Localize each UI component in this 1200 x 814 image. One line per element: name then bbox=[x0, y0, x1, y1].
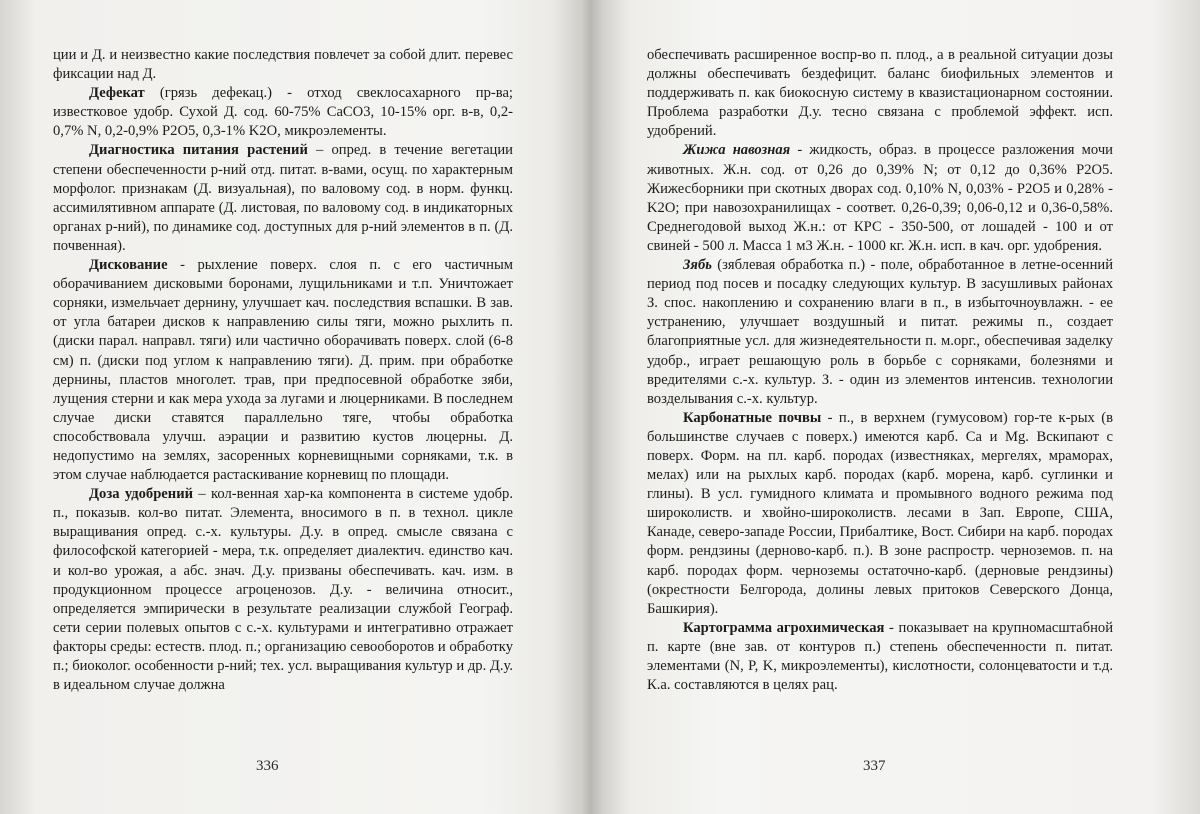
entry-term: Зябь bbox=[683, 257, 712, 274]
paragraph: обеспечивать расширенное воспр-во п. плод., а в реальной ситуации дозы должны обеспечивать бездефицит. баланс биофильных элементов и поддерживать п. как биокосную систему в квазистационарном состоянии. Проблема разработки Д.у. тесно связана с проблемой эффект. исп. удобрений. bbox=[647, 47, 1113, 140]
page-number-right: 337 bbox=[863, 758, 886, 774]
entry-term: Дефекат bbox=[89, 85, 145, 102]
entry-kartogramma bbox=[647, 619, 1113, 695]
entry-term: Картограмма агрохимическая bbox=[683, 619, 885, 636]
entry-text: (зяблевая обработка п.) - поле, обработанное в летне-осенний период под посев и посадку следующих культур. В засушливых районах З. спос. накоплению и сохранению влаги в п., в избыточноувлажн. - ее устранению, улучшает воздушный и питат. режимы п., создает благоприятные усл. для жизнедеятельности п. м.орг., обеспечивая заделку удобр., играет решающую роль в борьбе с сорняками, болезнями и вредителями с.-х. культур. З. - один из элементов интенсив. технологии возделывания с.-х. культур. bbox=[647, 257, 1113, 407]
entry-diskovanie bbox=[53, 256, 513, 485]
right-page bbox=[647, 46, 1113, 695]
entry-text: – опред. в течение вегетации степени обеспеченности р-ний отд. питат. в-вами, осущ. по характерным морфолог. признакам (Д. визуальная), по валовому сод. в норм. функц. ассимилятивном аппарате (Д. листовая, по валовому сод. в индикаторных органах р-ний), по динамике сод. доступных для р-ний элементов в п. (Д. почвенная). bbox=[53, 142, 513, 254]
entry-diagnostika bbox=[53, 141, 513, 256]
entry-term: Диагностика питания растений bbox=[89, 142, 308, 159]
entry-defekat bbox=[53, 84, 513, 141]
entry-term: Доза удобрений bbox=[89, 486, 194, 503]
entry-term: Жижа навозная bbox=[683, 142, 791, 159]
page-number-left: 336 bbox=[256, 758, 279, 774]
entry-doza bbox=[53, 485, 513, 695]
entry-karbonatnye bbox=[647, 409, 1113, 619]
entry-text: - п., в верхнем (гумусовом) гор-те к-рых (в большинстве случаев с поверх.) имеются карб. Ca и Mg. Вскипают с поверх. Форм. на пл. карб. породах (известняках, мергелях, мраморах, мелах) или на рыхлых карб. породах (карб. морена, карб. суглинки и глины). В усл. гумидного климата и промывного водного режима под широколиств. и хвойно-широколиств. лесами в Зап. Европе, США, Канаде, северо-западе России, Прибалтике, Вост. Сибири на карб. породах форм. рендзины (дерново-карб. п.). В зоне распростр. черноземов. п. на карб. породах форм. черноземы остаточно-карб. (дерновые рендзины) (окрестности Белгорода, долины левых притоков Северского Донца, Башкирия). bbox=[647, 409, 1113, 617]
entry-text: (грязь дефекац.) - отход свеклосахарного пр-ва; известковое удобр. Сухой Д. сод. 60-75% CaCO3, 10-15% орг. в-в, 0,2-0,7% N, 0,2-0,9% P2O5, 0,3-1% K2O, микроэлементы. bbox=[53, 85, 513, 140]
paragraph: ции и Д. и неизвестно какие последствия повлечет за собой длит. перевес фиксации над Д. bbox=[53, 47, 513, 83]
entry-zhizha bbox=[647, 141, 1113, 256]
entry-term: Карбонатные почвы bbox=[683, 409, 822, 426]
entry-text: – кол-венная хар-ка компонента в системе удобр. п., показыв. кол-во питат. Элемента, вносимого в п. в технол. цикле выращивания опред. с.-х. культуры. Д.у. в опред. смысле связана с философской категорией - мера, т.к. определяет диалектич. единство кач. и кол-во урожая, а абс. знач. Д.у. призваны обеспечивать. кач. изм. в продукционном процессе агроценозов. Д.у. - величина относит., определяется эмпирически в результате реализации службой Географ. сети серии полевых опытов с с.-х. культурами и интегративно отражает факторы среды: естеств. плод. п.; организацию севооборотов и обработку п.; биоколог. особенности р-ний; тех. усл. выращивания культур и др. Д.у. в идеальном случае должна bbox=[53, 486, 513, 694]
entry-text: - показывает на крупномасштабной п. карте (вне зав. от контуров п.) степень обеспеченности п. питат. элементами (N, P, K, микроэлементы), кислотности, солонцеватости и т.д. К.а. составляются в целях рац. bbox=[647, 619, 1113, 694]
entry-zyab bbox=[647, 256, 1113, 409]
entry-text: - жидкость, образ. в процессе разложения мочи животных. Ж.н. сод. от 0,26 до 0,39% N; от 0,12 до 0,36% P2O5. Жижесборники при скотных дворах сод. 0,10% N, 0,03% - P2O5 и 0,28% - K2O; при навозохранилищах - соответ. 0,26-0,39; 0,06-0,12 и 0,36-0,58%. Среднегодовой выход Ж.н.: от КРС - 350-500, от лошадей - 100 и от свиней - 500 л. Масса 1 м3 Ж.н. - 1000 кг. Ж.н. исп. в кач. орг. удобрения. bbox=[647, 142, 1113, 254]
entry-text: - рыхление поверх. слоя п. с его частичным оборачиванием дисковыми боронами, лущильниками и т.п. Уничтожает сорняки, измельчает дернину, улучшает кач. последствия вспашки. В зав. от угла батареи дисков к направлению силы тяги, можно рыхлить п. (диски парал. направл. тяги) или частично оборачивать поверх. слой (6-8 см) п. (диски под углом к направлению тяги). Д. прим. при обработке дернины, пластов многолет. трав, при предпосевной обработке зяби, лущения стерни и как мера ухода за лугами и люцерниками. В последнем случае диски ставятся параллельно тяге, чтобы обработка способствовала улучш. аэрации и развитию кустов люцерны. Д. недопустимо на землях, засоренных корневищными сорняками, т.к. в этом случае наблюдается растаскивание корневищ по площади. bbox=[53, 257, 513, 484]
left-page bbox=[53, 46, 513, 695]
entry-term: Дискование bbox=[89, 257, 168, 274]
